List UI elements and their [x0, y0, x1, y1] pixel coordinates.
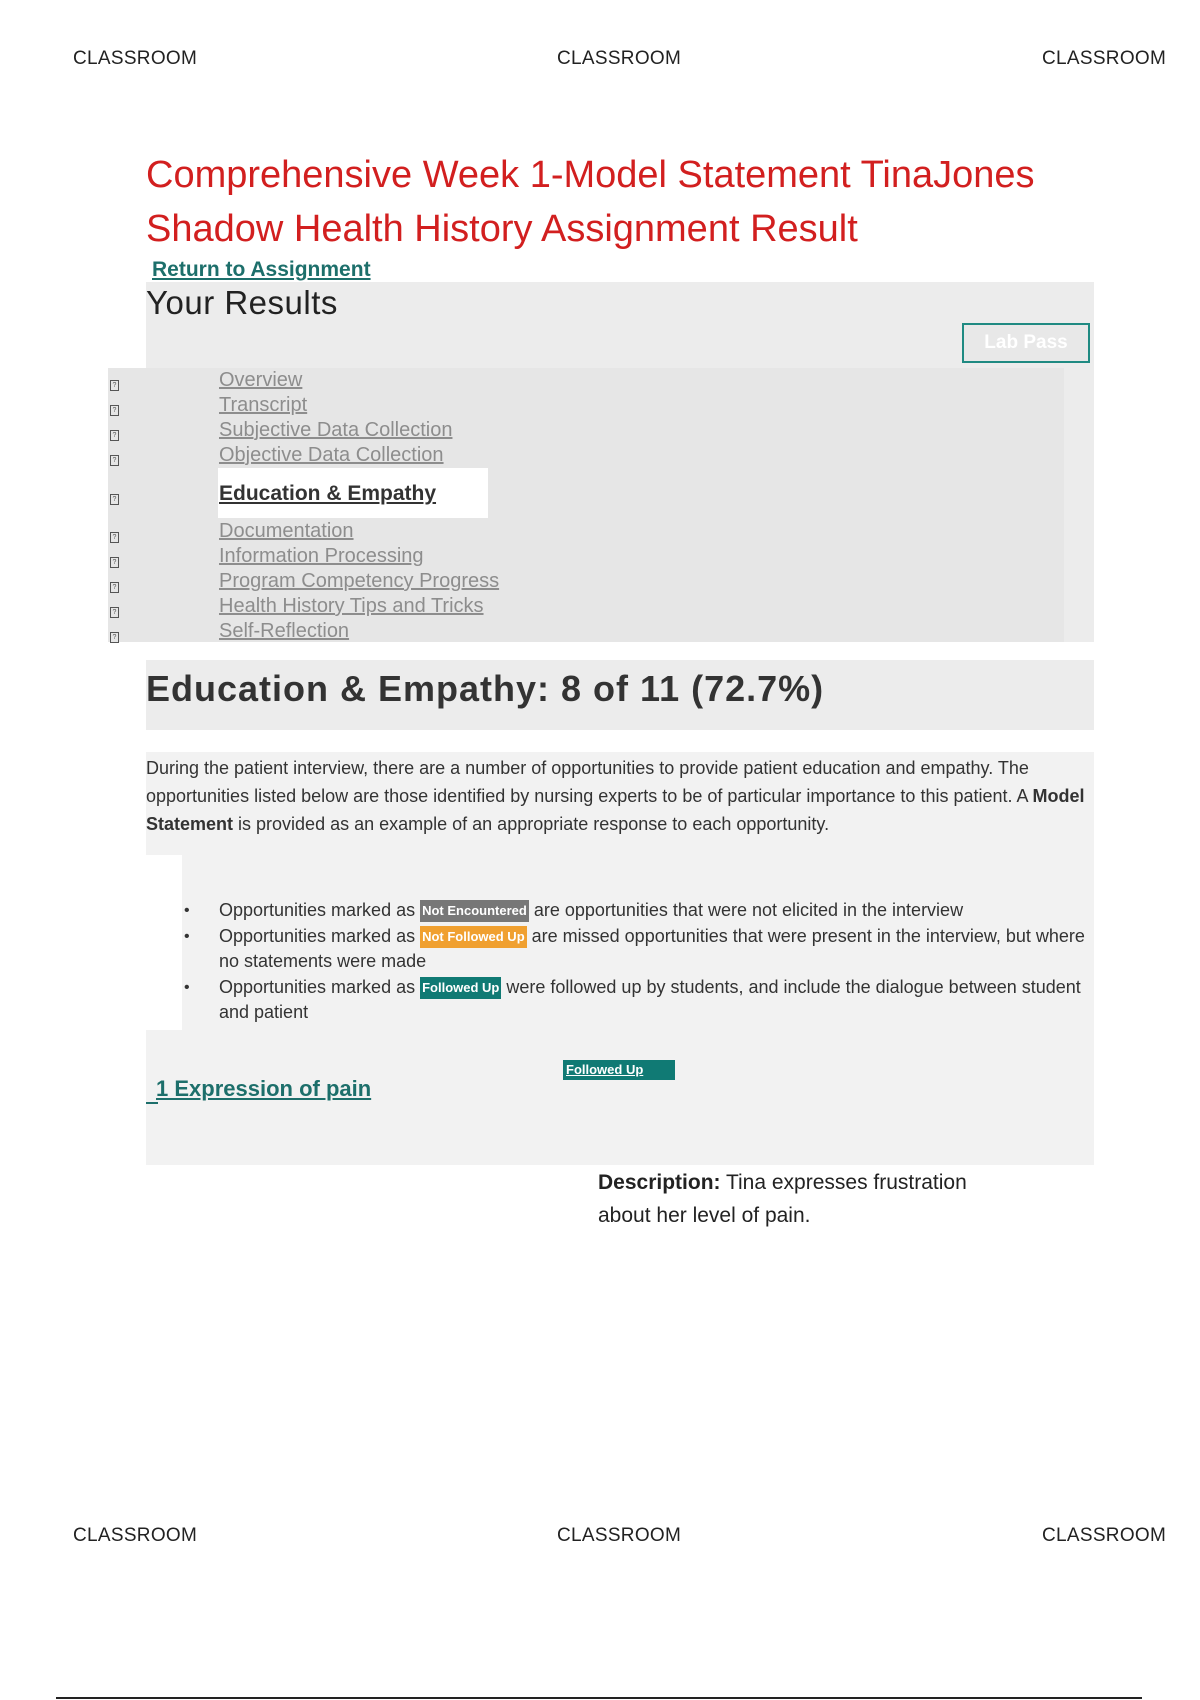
- nav-marker-icon: ?: [110, 494, 119, 505]
- nav-link-information-processing[interactable]: Information Processing: [219, 545, 424, 567]
- not-encountered-badge: Not Encountered: [420, 900, 529, 922]
- intro-model-statement: Model Statement: [146, 786, 1085, 834]
- nav-marker-icon: ?: [110, 582, 119, 593]
- nav-marker-icon: ?: [110, 430, 119, 441]
- nav-marker-icon: ?: [110, 405, 119, 416]
- nav-link-transcript[interactable]: Transcript: [219, 394, 308, 416]
- footer-rule: [56, 1697, 1142, 1699]
- nav-marker-icon: ?: [110, 632, 119, 643]
- watermark-bottom-left: CLASSROOM: [73, 1525, 198, 1546]
- page-title: [146, 148, 1106, 256]
- nav-link-education-empathy[interactable]: Education & Empathy: [219, 482, 437, 505]
- watermark-top-center: CLASSROOM: [557, 48, 682, 69]
- watermark-top-right: CLASSROOM: [1042, 48, 1167, 69]
- description-text: Tina expresses frustration about her level of pain.: [598, 1171, 967, 1227]
- nav-marker-icon: ?: [110, 607, 119, 618]
- title-line-2: Shadow Health History Assignment Result: [146, 208, 858, 250]
- not-followed-up-badge: Not Followed Up: [420, 926, 527, 948]
- watermark-bottom-center: CLASSROOM: [557, 1525, 682, 1546]
- nav-link-program-competency-progress[interactable]: Program Competency Progress: [219, 570, 500, 592]
- item-title-underline: [146, 1102, 158, 1104]
- legend-item-not-followed-up: • Opportunities marked as Not Followed Up are missed opportunities that were present in the interview, but where no statements were made: [172, 924, 1092, 974]
- lab-pass-button[interactable]: Lab Pass: [962, 323, 1090, 363]
- watermark-bottom-right: CLASSROOM: [1042, 1525, 1167, 1546]
- score-heading: Education & Empathy: 8 of 11 (72.7%): [146, 668, 825, 709]
- watermark-top-left: CLASSROOM: [73, 48, 198, 69]
- nav-marker-icon: ?: [110, 380, 119, 391]
- return-to-assignment-link[interactable]: Return to Assignment: [152, 258, 371, 281]
- nav-marker-icon: ?: [110, 455, 119, 466]
- legend-item-not-encountered: • Opportunities marked as Not Encountered are opportunities that were not elicited in the interview: [172, 898, 1092, 923]
- nav-link-subjective-data-collection[interactable]: Subjective Data Collection: [219, 419, 453, 441]
- legend-item-followed-up: • Opportunities marked as Followed Up were followed up by students, and include the dialogue between student and patient: [172, 975, 1092, 1025]
- intro-text-end: is provided as an example of an appropriate response to each opportunity.: [233, 814, 830, 834]
- results-heading: Your Results: [146, 284, 338, 321]
- intro-paragraph: [146, 754, 1086, 838]
- intro-text-start: During the patient interview, there are a number of opportunities to provide patient education and empathy. The opportunities listed below are those identified by nursing experts to be of particular importance to this patient. A: [146, 758, 1033, 806]
- item-description: [598, 1166, 1018, 1232]
- nav-link-documentation[interactable]: Documentation: [219, 520, 354, 542]
- followed-up-badge: Followed Up: [420, 977, 501, 999]
- description-label: Description:: [598, 1171, 721, 1194]
- nav-link-objective-data-collection[interactable]: Objective Data Collection: [219, 444, 444, 466]
- nav-link-overview[interactable]: Overview: [219, 369, 303, 391]
- nav-link-self-reflection[interactable]: Self-Reflection: [219, 620, 350, 642]
- nav-marker-icon: ?: [110, 557, 119, 568]
- status-legend: [172, 898, 1092, 1026]
- item-status-badge: Followed Up: [563, 1060, 675, 1080]
- item-expression-of-pain-link[interactable]: 1 Expression of pain: [156, 1076, 372, 1101]
- title-line-1: Comprehensive Week 1-Model Statement TinaJones: [146, 154, 1035, 196]
- nav-link-health-history-tips[interactable]: Health History Tips and Tricks: [219, 595, 484, 617]
- nav-marker-icon: ?: [110, 532, 119, 543]
